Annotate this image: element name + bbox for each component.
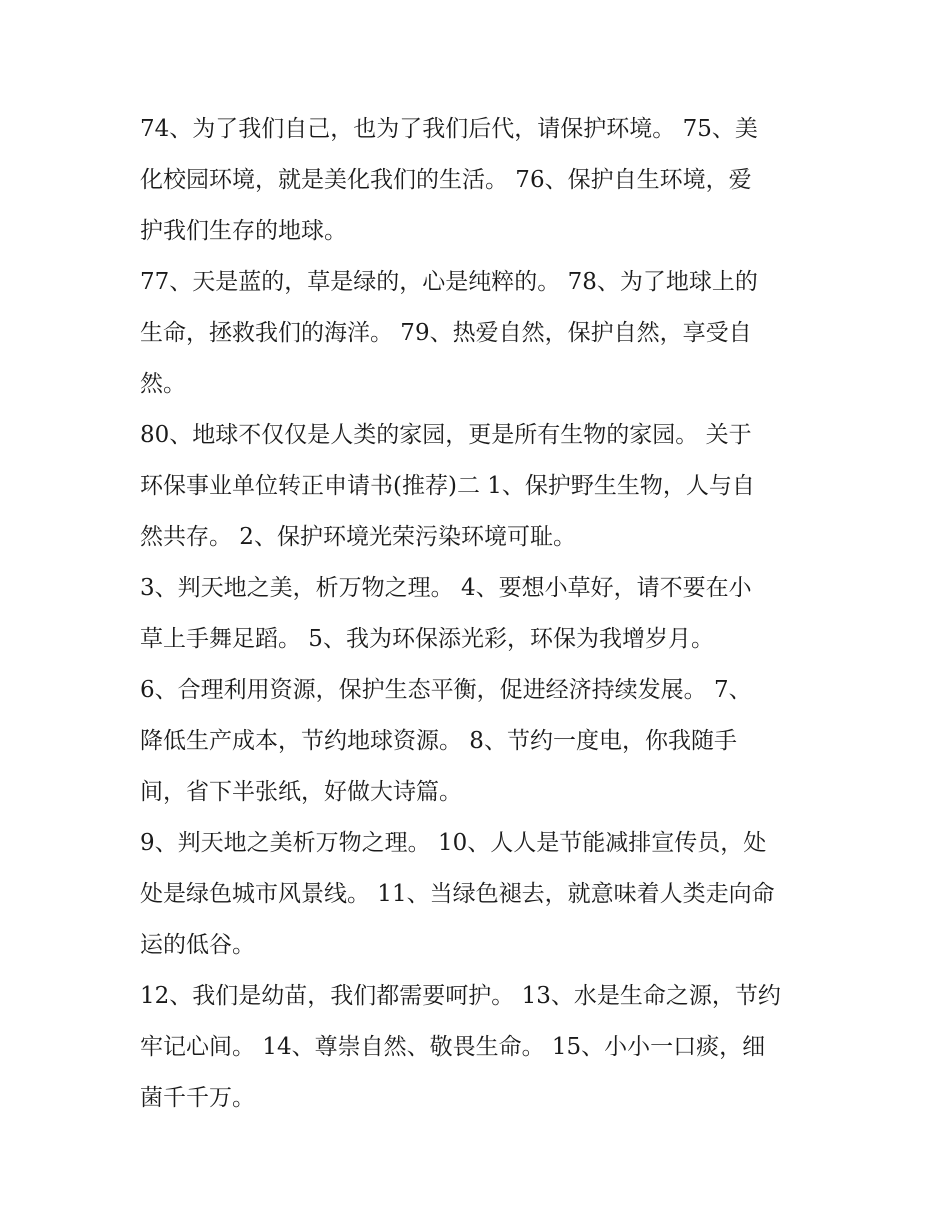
paragraph-4: 3、判天地之美，析万物之理。 4、要想小草好，请不要在小 草上手舞足蹈。 5、我为环保添光彩，环保为我增岁月。 — [140, 575, 752, 652]
paragraph-3: 80、地球不仅仅是人类的家园，更是所有生物的家园。 关于 环保事业单位转正申请书(推荐)二 1、保护野生生物，人与自 然共存。 2、保护环境光荣污染环境可耻。 — [140, 422, 755, 550]
document-page — [140, 104, 830, 1124]
paragraph-5: 6、合理利用资源，保护生态平衡，促进经济持续发展。 7、 降低生产成本，节约地球资源。 8、节约一度电，你我随手 间，省下半张纸，好做大诗篇。 — [140, 677, 752, 805]
paragraph-6: 9、判天地之美析万物之理。 10、人人是节能减排宣传员，处 处是绿色城市风景线。 11、当绿色褪去，就意味着人类走向命 运的低谷。 — [140, 830, 775, 958]
paragraph-2: 77、天是蓝的，草是绿的，心是纯粹的。 78、为了地球上的 生命，拯救我们的海洋。 79、热爱自然，保护自然，享受自 然。 — [140, 269, 758, 397]
paragraph-7: 12、我们是幼苗，我们都需要呵护。 13、水是生命之源，节约 牢记心间。 14、尊崇自然、敬畏生命。 15、小小一口痰，细 菌千千万。 — [140, 983, 781, 1111]
paragraph-1: 74、为了我们自己，也为了我们后代，请保护环境。 75、美 化校园环境，就是美化我们的生活。 76、保护自生环境，爱 护我们生存的地球。 — [140, 116, 758, 244]
